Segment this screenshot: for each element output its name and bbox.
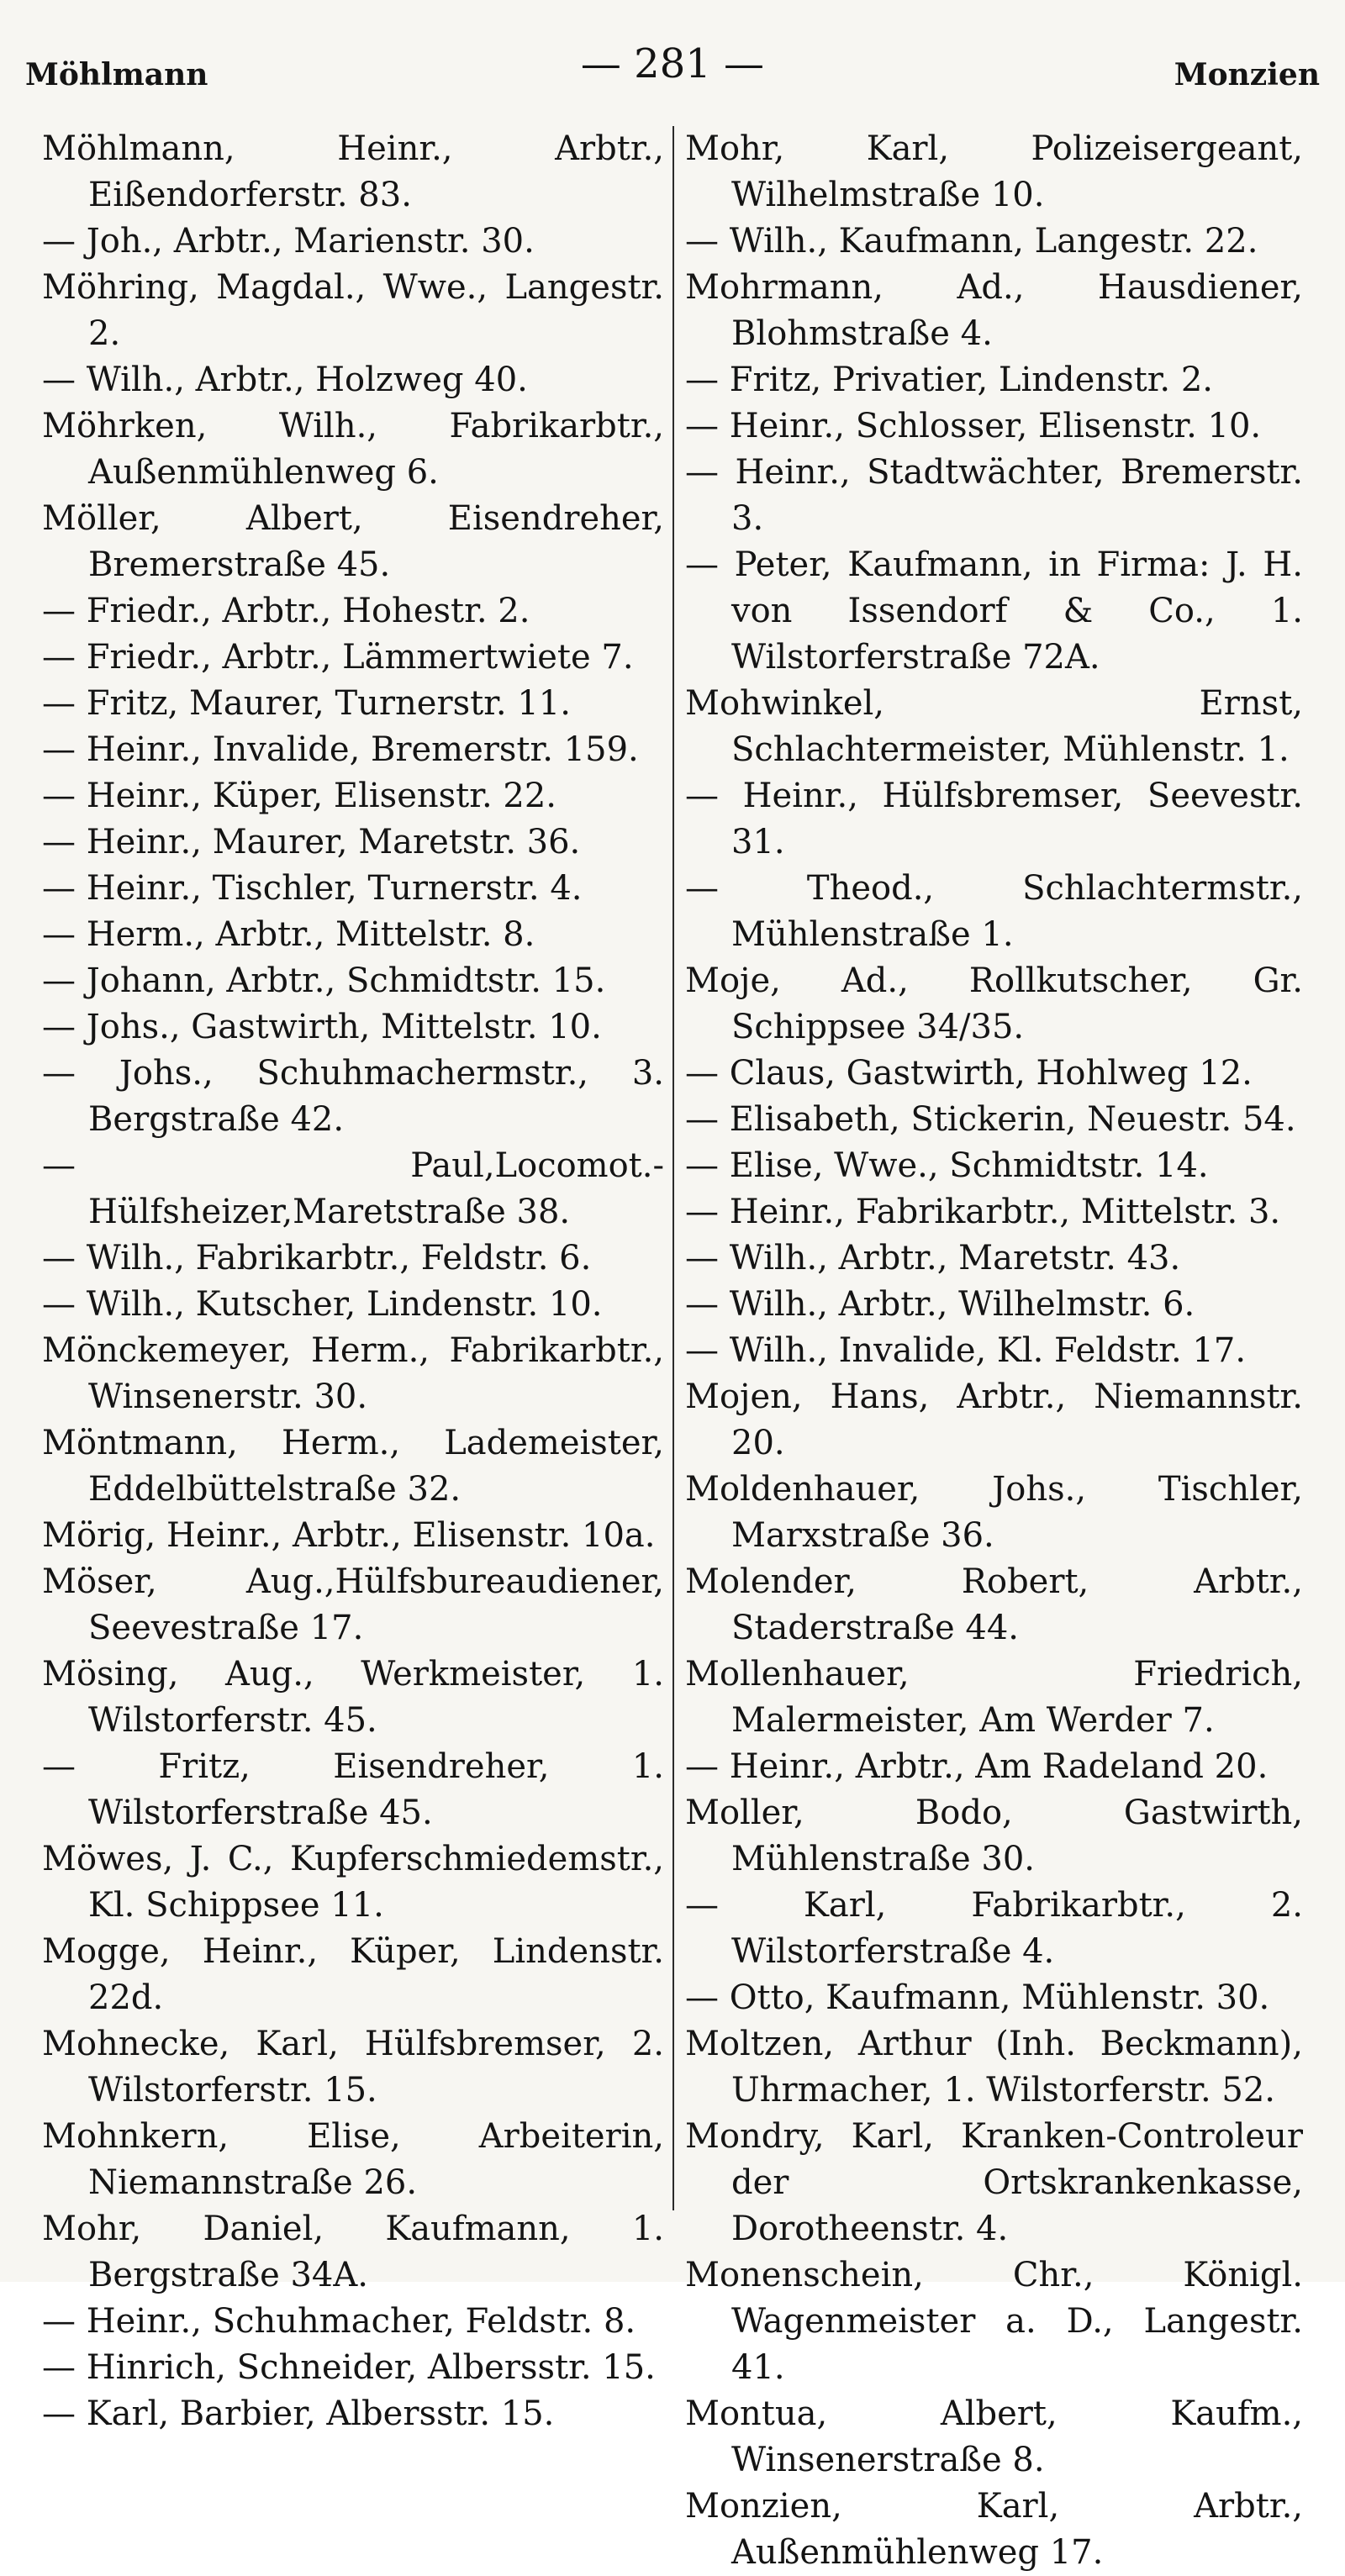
directory-entry: Mohnecke, Karl, Hülfsbremser, 2. Wilstorferstr. 15. [42, 2025, 664, 2110]
left-column [42, 126, 664, 2437]
right-column [685, 126, 1303, 2576]
directory-entry: Mohr, Daniel, Kaufmann, 1. Bergstraße 34A. [42, 2210, 664, 2294]
directory-entry: — Fritz, Eisendreher, 1. Wilstorferstraße 45. [42, 1747, 664, 1832]
directory-entry: — Heinr., Arbtr., Am Radeland 20. [685, 1747, 1269, 1786]
directory-entry: Moller, Bodo, Gastwirth, Mühlenstraße 30. [685, 1794, 1303, 1878]
directory-entry: — Theod., Schlachtermstr., Mühlenstraße 1. [685, 869, 1303, 954]
directory-entry: — Paul,Locomot.-Hülfsheizer,Maretstraße 38. [42, 1146, 664, 1231]
directory-entry: — Heinr., Schuhmacher, Feldstr. 8. [42, 2302, 636, 2341]
directory-entry: — Hinrich, Schneider, Albersstr. 15. [42, 2348, 656, 2387]
directory-entry: — Elise, Wwe., Schmidtstr. 14. [685, 1146, 1209, 1185]
directory-entry: Mollenhauer, Friedrich, Malermeister, Am Werder 7. [685, 1655, 1303, 1740]
directory-entry: Mohnkern, Elise, Arbeiterin, Niemannstraße 26. [42, 2117, 664, 2202]
directory-entry: — Friedr., Arbtr., Hohestr. 2. [42, 592, 530, 630]
directory-entry: — Karl, Barbier, Albersstr. 15. [42, 2394, 555, 2433]
directory-entry: Mösing, Aug., Werkmeister, 1. Wilstorferstr. 45. [42, 1655, 664, 1740]
directory-entry: — Wilh., Kaufmann, Langestr. 22. [685, 222, 1258, 261]
directory-entry: Mogge, Heinr., Küper, Lindenstr. 22d. [42, 1932, 664, 2017]
directory-entry: Möhrken, Wilh., Fabrikarbtr., Außenmühlenweg 6. [42, 407, 664, 492]
directory-entry: Möwes, J. C., Kupferschmiedemstr., Kl. Schippsee 11. [42, 1840, 664, 1925]
directory-entry: Mondry, Karl, Kranken-Controleur der Ortskrankenkasse, Dorotheenstr. 4. [685, 2117, 1303, 2248]
column-divider [672, 126, 674, 2210]
directory-entry: — Johs., Gastwirth, Mittelstr. 10. [42, 1008, 602, 1046]
directory-entry: Mojen, Hans, Arbtr., Niemannstr. 20. [685, 1378, 1303, 1462]
directory-entry: Möller, Albert, Eisendreher, Bremerstraße 45. [42, 499, 664, 584]
directory-entry: Montua, Albert, Kaufm., Winsenerstraße 8. [685, 2394, 1303, 2479]
directory-entry: — Heinr., Tischler, Turnerstr. 4. [42, 869, 583, 908]
directory-entry: Mörig, Heinr., Arbtr., Elisenstr. 10a. [42, 1516, 656, 1555]
directory-entry: — Wilh., Fabrikarbtr., Feldstr. 6. [42, 1239, 592, 1277]
directory-entry: Möntmann, Herm., Lademeister, Eddelbüttelstraße 32. [42, 1424, 664, 1509]
directory-entry: Moje, Ad., Rollkutscher, Gr. Schippsee 34/35. [685, 961, 1303, 1046]
directory-entry: Moldenhauer, Johs., Tischler, Marxstraße 36. [685, 1470, 1303, 1555]
directory-entry: — Otto, Kaufmann, Mühlenstr. 30. [685, 1978, 1270, 2017]
directory-entry: — Joh., Arbtr., Marienstr. 30. [42, 222, 535, 261]
page-number: — 281 — [580, 40, 765, 87]
directory-entry: Monenschein, Chr., Königl. Wagenmeister a. D., Langestr. 41. [685, 2256, 1303, 2387]
directory-entry: — Peter, Kaufmann, in Firma: J. H. von Issendorf & Co., 1. Wilstorferstraße 72A. [685, 545, 1303, 677]
directory-entry: — Wilh., Kutscher, Lindenstr. 10. [42, 1285, 603, 1324]
directory-entry: — Heinr., Stadtwächter, Bremerstr. 3. [685, 453, 1303, 538]
directory-entry: — Heinr., Schlosser, Elisenstr. 10. [685, 407, 1262, 445]
directory-entry: — Fritz, Privatier, Lindenstr. 2. [685, 361, 1214, 399]
directory-entry: — Johs., Schuhmachermstr., 3. Bergstraße 42. [42, 1054, 664, 1139]
directory-entry: — Fritz, Maurer, Turnerstr. 11. [42, 684, 571, 723]
directory-entry: Möhring, Magdal., Wwe., Langestr. 2. [42, 268, 664, 353]
directory-entry: Möhlmann, Heinr., Arbtr., Eißendorferstr. 83. [42, 129, 664, 214]
directory-entry: Mohrmann, Ad., Hausdiener, Blohmstraße 4. [685, 268, 1303, 353]
directory-entry: Moltzen, Arthur (Inh. Beckmann), Uhrmacher, 1. Wilstorferstr. 52. [685, 2025, 1303, 2110]
directory-entry: Mohr, Karl, Polizeisergeant, Wilhelmstraße 10. [685, 129, 1303, 214]
directory-entry: — Wilh., Arbtr., Wilhelmstr. 6. [685, 1285, 1195, 1324]
directory-entry: Molender, Robert, Arbtr., Staderstraße 44. [685, 1562, 1303, 1647]
directory-entry: — Heinr., Fabrikarbtr., Mittelstr. 3. [685, 1193, 1281, 1231]
page-header [25, 34, 1320, 101]
directory-entry: — Heinr., Maurer, Maretstr. 36. [42, 823, 581, 861]
running-head-left: Möhlmann [25, 57, 208, 92]
directory-entry: — Heinr., Hülfsbremser, Seevestr. 31. [685, 777, 1303, 861]
directory-entry: Monzien, Karl, Arbtr., Außenmühlenweg 17. [685, 2487, 1303, 2572]
directory-entry: — Heinr., Invalide, Bremerstr. 159. [42, 730, 639, 769]
running-head-right: Monzien [1174, 57, 1320, 92]
directory-entry: — Wilh., Arbtr., Maretstr. 43. [685, 1239, 1181, 1277]
directory-entry: Mönckemeyer, Herm., Fabrikarbtr., Winsenerstr. 30. [42, 1331, 664, 1416]
directory-entry: — Karl, Fabrikarbtr., 2. Wilstorferstraße 4. [685, 1886, 1303, 1971]
directory-entry: — Wilh., Arbtr., Holzweg 40. [42, 361, 528, 399]
directory-entry: Mohwinkel, Ernst, Schlachtermeister, Mühlenstr. 1. [685, 684, 1303, 769]
directory-entry: — Herm., Arbtr., Mittelstr. 8. [42, 915, 535, 954]
directory-entry: — Elisabeth, Stickerin, Neuestr. 54. [685, 1100, 1296, 1139]
directory-entry: — Wilh., Invalide, Kl. Feldstr. 17. [685, 1331, 1247, 1370]
directory-entry: Möser, Aug.,Hülfsbureaudiener, Seevestraße 17. [42, 1562, 664, 1647]
directory-entry: — Claus, Gastwirth, Hohlweg 12. [685, 1054, 1253, 1093]
directory-entry: — Johann, Arbtr., Schmidtstr. 15. [42, 961, 606, 1000]
directory-entry: — Heinr., Küper, Elisenstr. 22. [42, 777, 557, 815]
directory-entry: — Friedr., Arbtr., Lämmertwiete 7. [42, 638, 634, 677]
